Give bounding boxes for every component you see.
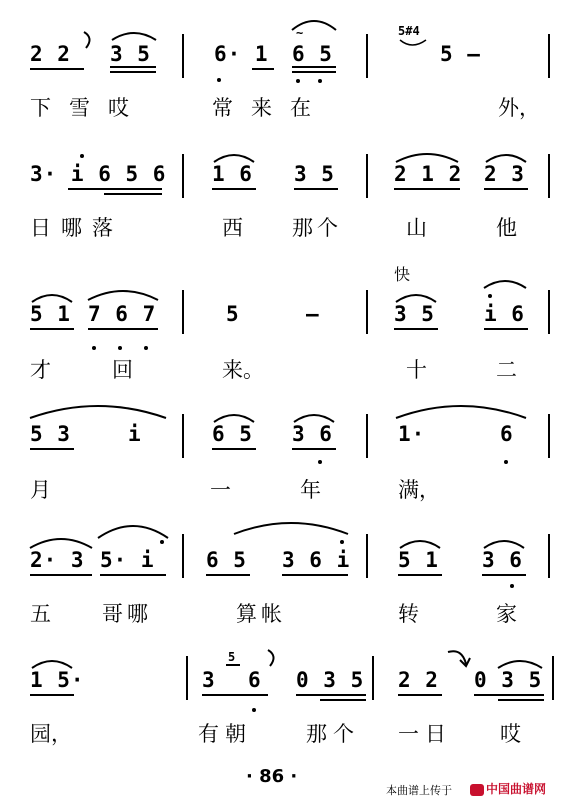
notes-1-dot: 1·: [398, 422, 426, 446]
underline: [282, 574, 348, 576]
underline: [292, 66, 336, 68]
underline: [398, 694, 442, 696]
bar-line: [548, 154, 550, 198]
lyric: 日哪落: [30, 216, 123, 240]
high-octave-dot: [340, 540, 344, 544]
bar-line: [548, 290, 550, 334]
breath-mark-icon: [82, 30, 96, 52]
notes-5-1: 5 1: [398, 548, 439, 572]
slur-icon: [394, 290, 438, 304]
lyric: 他: [496, 216, 517, 240]
slur-icon: [30, 290, 74, 304]
slur-icon: [394, 150, 460, 164]
underline: [68, 188, 162, 190]
bar-line: [372, 656, 374, 700]
underline: [320, 699, 366, 701]
low-octave-dot: [144, 346, 148, 350]
low-octave-dot: [252, 708, 256, 712]
high-octave-dot: [160, 540, 164, 544]
low-octave-dot: [318, 79, 322, 83]
low-octave-dot: [217, 78, 221, 82]
notes-3-5: 3 5: [110, 42, 151, 66]
slur-icon: [212, 150, 256, 164]
underline: [30, 328, 74, 330]
lyric: 年: [300, 478, 321, 502]
lyric: 哥哪: [102, 602, 152, 626]
lyric: 才: [30, 358, 51, 382]
underline: [100, 574, 166, 576]
underline: [30, 694, 74, 696]
notes-5-dash: 5 —: [440, 42, 481, 66]
slur-icon: [482, 276, 528, 290]
underline: [202, 694, 268, 696]
notes-3-6: 3 6: [292, 422, 333, 446]
underline: [226, 664, 240, 666]
note-6: 6: [500, 422, 514, 446]
underline: [394, 188, 460, 190]
slur-icon: [212, 410, 256, 424]
bar-line: [182, 290, 184, 334]
page-number: · 86 ·: [246, 766, 298, 787]
underline: [482, 574, 526, 576]
note-3: 3: [202, 668, 216, 692]
site-logo[interactable]: [470, 780, 546, 797]
lyric: 有朝: [198, 722, 252, 746]
notes-2-3: 2· 3: [30, 548, 85, 572]
lyric: 家: [496, 602, 517, 626]
underline: [394, 328, 438, 330]
underline: [30, 68, 84, 70]
bar-line: [366, 154, 368, 198]
lyric: 五: [30, 602, 51, 626]
lyric: 满，: [398, 478, 440, 502]
notes-5-1: 5 1: [30, 302, 71, 326]
underline: [398, 574, 442, 576]
lyric: 一日: [398, 722, 452, 746]
underline: [30, 448, 74, 450]
underline: [206, 574, 250, 576]
bar-line: [182, 34, 184, 78]
lyric: 二: [496, 358, 517, 382]
grace-note: 5: [228, 650, 236, 664]
lyric: 那个: [292, 216, 342, 240]
slur-icon: [292, 410, 336, 424]
note-6: 6: [248, 668, 262, 692]
notes-5-1: 5· i: [100, 548, 155, 572]
note-dash: —: [306, 302, 320, 326]
underline: [212, 188, 256, 190]
bar-line: [548, 34, 550, 78]
slur-icon: [30, 656, 74, 670]
low-octave-dot: [510, 584, 514, 588]
underline: [212, 448, 256, 450]
slur-icon: [394, 400, 528, 420]
low-octave-dot: [318, 460, 322, 464]
notes-3-1-656: 3· i 6 5 6: [30, 162, 167, 186]
logo-icon: [470, 784, 484, 796]
underline: [292, 448, 336, 450]
bar-line: [366, 34, 368, 78]
notes-6-5: 6 5: [206, 548, 247, 572]
breath-mark-icon: [266, 648, 280, 670]
low-octave-dot: [296, 79, 300, 83]
slur-icon: [96, 520, 170, 540]
grace-notes: 5#4: [398, 24, 420, 38]
lyric: 下雪哎: [30, 96, 147, 120]
bar-line: [548, 534, 550, 578]
underline: [252, 68, 274, 70]
notes-6-5: 6 5: [212, 422, 253, 446]
bar-line: [182, 414, 184, 458]
underline: [88, 328, 158, 330]
notes-2-2: 2 2: [398, 668, 439, 692]
underline: [484, 188, 528, 190]
upload-source-text: 本曲谱上传于: [386, 784, 452, 797]
underline: [104, 193, 162, 195]
slur-icon: [484, 150, 528, 164]
lyric: 园，: [30, 722, 72, 746]
underline: [110, 66, 156, 68]
notes-0-3-5: 0 3 5: [474, 668, 543, 692]
slur-icon: [398, 536, 442, 550]
lyric: 回: [112, 358, 133, 382]
notes-7-6-7: 7 6 7: [88, 302, 157, 326]
tempo-marking: 快: [394, 265, 411, 284]
grace-ornament: ~: [296, 26, 305, 40]
bar-line: [182, 154, 184, 198]
notes-2-1-2: 2 1 2: [394, 162, 463, 186]
underline: [498, 699, 544, 701]
slur-icon: [110, 28, 158, 42]
low-octave-dot: [92, 346, 96, 350]
notes-3-6: 3 6: [482, 548, 523, 572]
notes-1-6: i 6: [484, 302, 525, 326]
grace-slur-icon: [398, 36, 428, 50]
high-octave-dot: [80, 154, 84, 158]
bar-line: [182, 534, 184, 578]
lyric: 山: [406, 216, 427, 240]
notes-1-6: 1 6: [212, 162, 253, 186]
lyric: 算帐: [236, 602, 286, 626]
lyric: 外，: [498, 96, 540, 120]
lyric: 那个: [306, 722, 360, 746]
lyric: 月: [30, 478, 51, 502]
underline: [292, 71, 336, 73]
notes-6-1: 6· 1: [214, 42, 269, 66]
underline: [484, 328, 528, 330]
notes-5-3: 5 3: [30, 422, 71, 446]
lyric: 哎: [500, 722, 521, 746]
note-1-high: i: [128, 422, 142, 446]
lyric: 常来在: [212, 96, 329, 120]
slur-icon: [482, 536, 526, 550]
logo-text: 中国曲谱网: [486, 782, 547, 796]
low-octave-dot: [504, 460, 508, 464]
bar-line: [548, 414, 550, 458]
notes-2-2: 2 2: [30, 42, 71, 66]
lyric: 一: [210, 478, 231, 502]
low-octave-dot: [118, 346, 122, 350]
slur-icon: [232, 518, 350, 536]
notes-3-5: 3 5: [394, 302, 435, 326]
notes-3-5: 3 5: [294, 162, 335, 186]
arrow-icon: [446, 646, 472, 670]
notes-1-5: 1 5·: [30, 668, 85, 692]
high-octave-dot: [488, 294, 492, 298]
underline: [294, 188, 338, 190]
lyric: 十: [406, 358, 427, 382]
underline: [110, 71, 156, 73]
bar-line: [186, 656, 188, 700]
bar-line: [366, 534, 368, 578]
underline: [30, 574, 92, 576]
lyric: 西: [222, 216, 243, 240]
notes-2-3: 2 3: [484, 162, 525, 186]
lyric: 来。: [222, 358, 264, 382]
bar-line: [552, 656, 554, 700]
slur-icon: [86, 286, 160, 302]
notes-3-6-1: 3 6 i: [282, 548, 351, 572]
lyric: 转: [398, 602, 419, 626]
note-5: 5: [226, 302, 240, 326]
underline: [474, 694, 544, 696]
underline: [296, 694, 366, 696]
slur-icon: [496, 656, 544, 670]
slur-icon: [28, 400, 168, 420]
bar-line: [366, 414, 368, 458]
notes-0-3-5: 0 3 5: [296, 668, 365, 692]
bar-line: [366, 290, 368, 334]
notes-6-5: 6 5: [292, 42, 333, 66]
